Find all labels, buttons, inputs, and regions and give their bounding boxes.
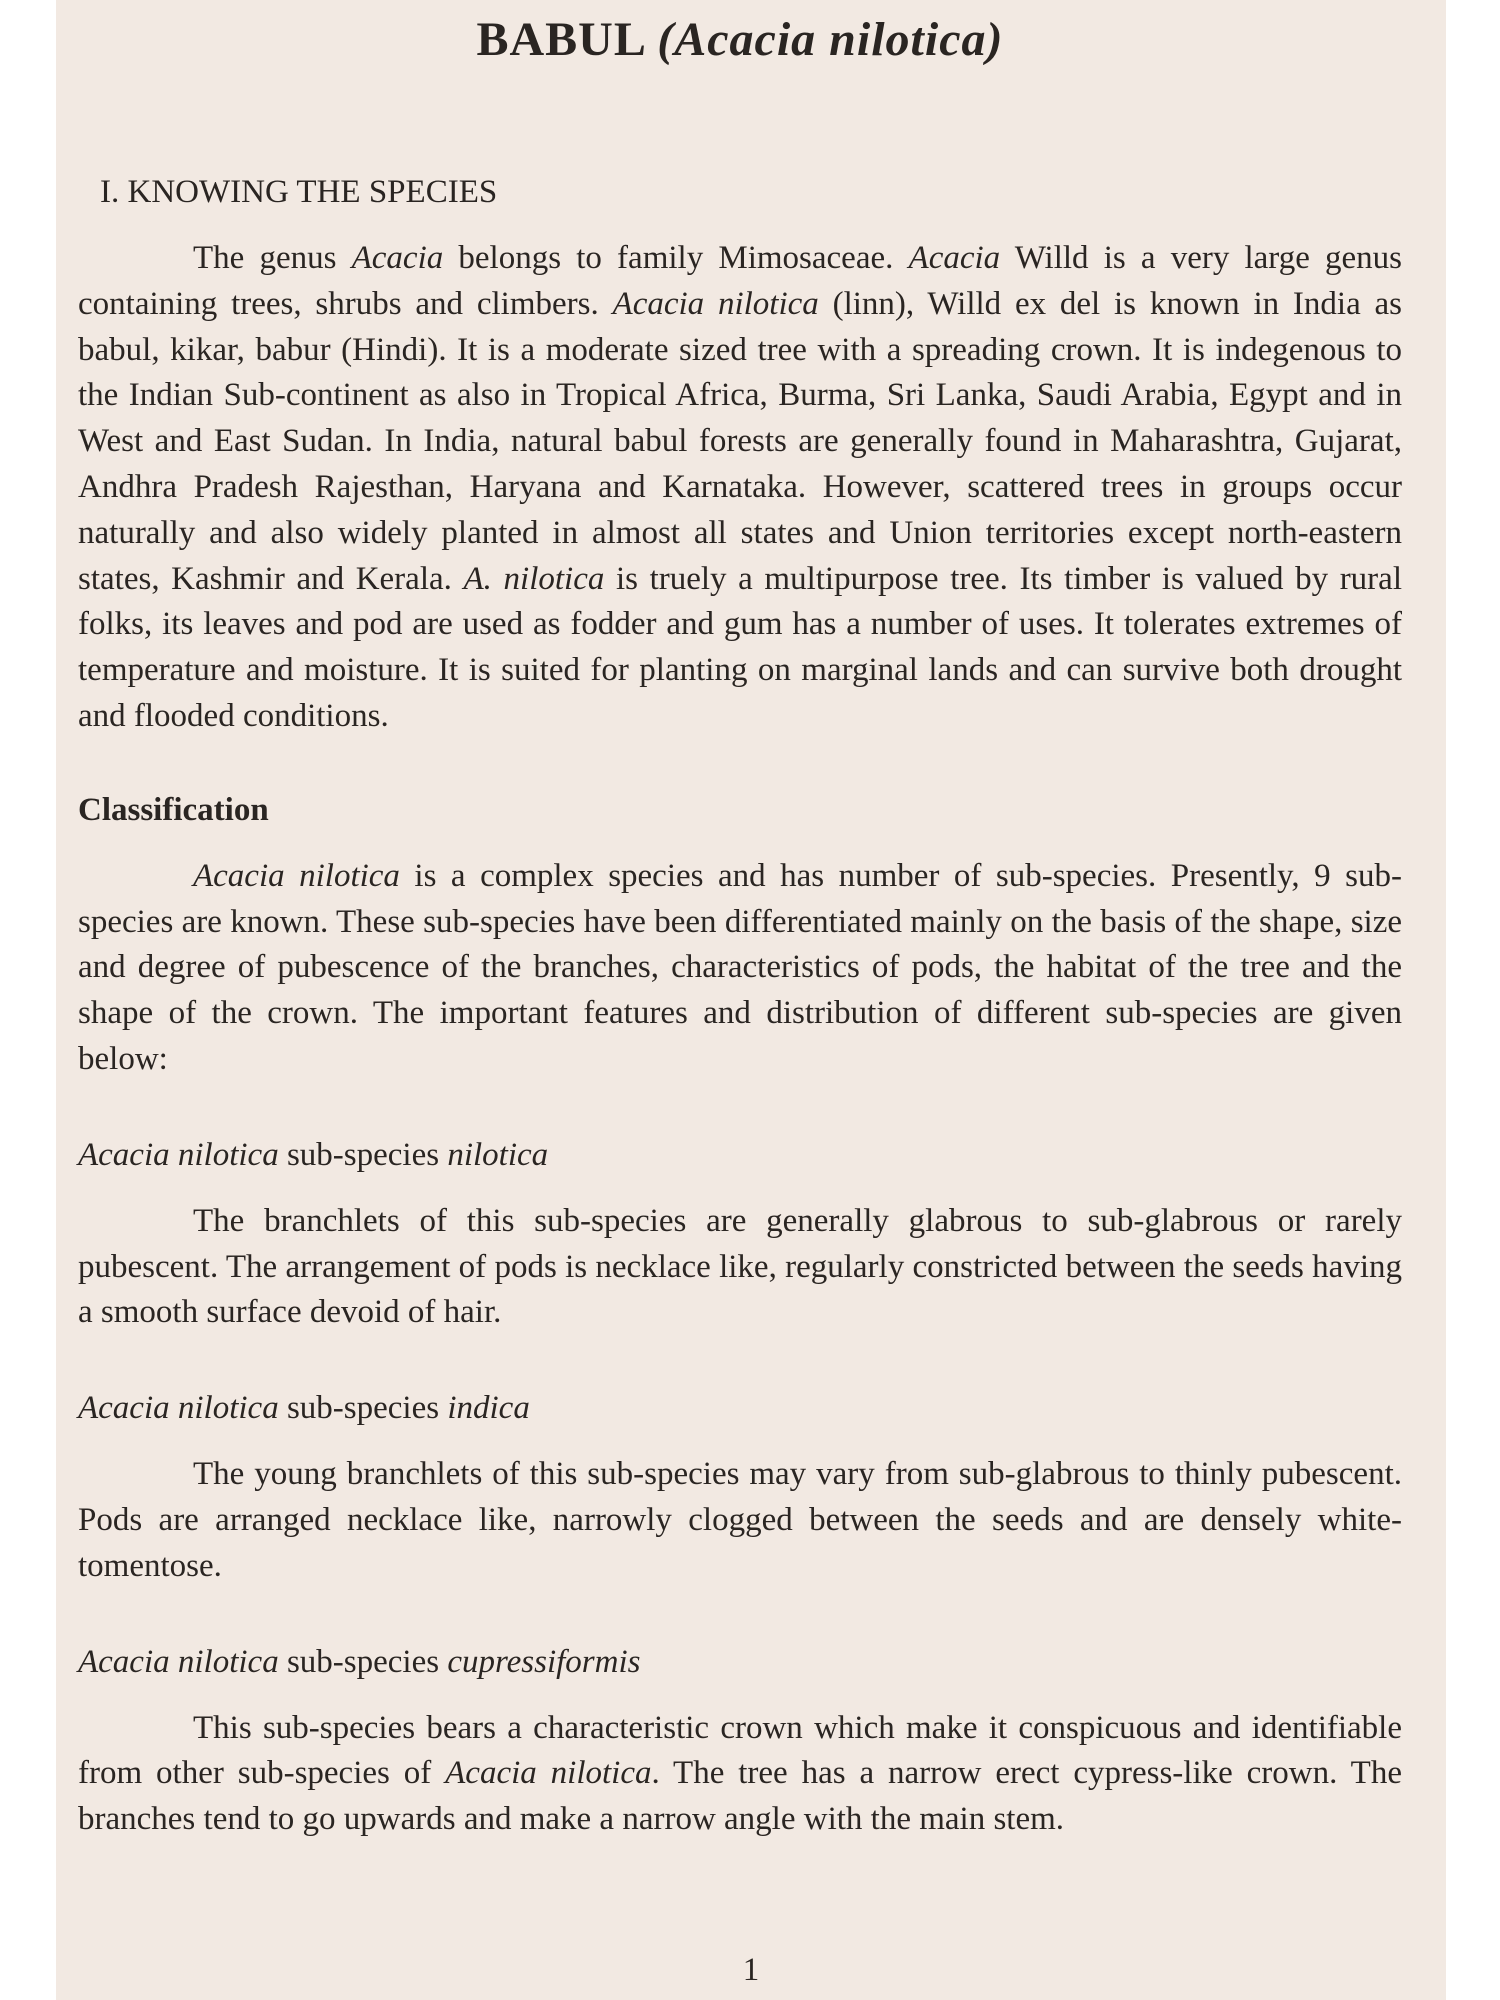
- title-common-name: BABUL: [476, 13, 645, 66]
- italic-run: A. nilotica: [463, 560, 605, 597]
- italic-run: cupressiformis: [447, 1643, 641, 1680]
- subspecies-heading-indica: [78, 1388, 1402, 1428]
- text-run: sub-species: [278, 1136, 448, 1173]
- italic-run: Acacia nilotica: [612, 285, 819, 322]
- italic-run: nilotica: [447, 1136, 549, 1173]
- classification-paragraph: [78, 854, 1402, 1083]
- italic-run: indica: [447, 1390, 530, 1427]
- text-run: is truely a multipurpose tree. Its timber is valued by rural folks, its leaves and pod are used as fodder and gum has a number of uses. It tolerates extremes of temperature and moisture. It is suited for planting on marginal lands and can survive both drought and flooded conditions.: [78, 560, 1402, 734]
- text-run: Willd is a very large genus containing trees, shrubs and climbers.: [78, 240, 1402, 322]
- text-run: . The tree has a narrow erect cypress-like crown. The branches tend to go upwards and make a narrow angle with the main stem.: [78, 1755, 1402, 1838]
- section-heading: I. KNOWING THE SPECIES: [100, 174, 498, 210]
- italic-run: Acacia nilotica: [445, 1755, 652, 1792]
- text-run: sub-species: [278, 1643, 448, 1680]
- italic-run: Acacia nilotica: [78, 1643, 279, 1680]
- page-number: 1: [742, 1952, 760, 1988]
- italic-run: Acacia: [351, 240, 444, 276]
- subspecies-paragraph-nilotica: The branchlets of this sub-species are generally glabrous to sub-glabrous or rarely pubescent. The arrangement of pods is necklace like, regularly constricted between the seeds having a smooth surface devoid of hair.: [78, 1202, 1402, 1331]
- species-paragraph: [78, 236, 1402, 740]
- subspecies-paragraph-cupressiformis: [78, 1706, 1402, 1843]
- title-scientific-name: (Acacia nilotica): [657, 13, 1004, 66]
- text-run: sub-species: [278, 1390, 448, 1427]
- document-page: [56, 0, 1446, 2000]
- text-run: This sub-species bears a characteristic crown which make it conspicuous and identifiable from other sub-species of: [78, 1709, 1402, 1792]
- text-run: The genus: [193, 240, 352, 276]
- italic-run: Acacia nilotica: [78, 1136, 279, 1173]
- page-title: [78, 10, 1402, 70]
- italic-run: Acacia nilotica: [193, 857, 400, 894]
- subspecies-heading-cupressiformis: [78, 1642, 1402, 1682]
- text-run: belongs to family Mimosaceae.: [443, 240, 909, 276]
- subspecies-paragraph-indica: The young branchlets of this sub-species may vary from sub-glabrous to thinly pubescent. Pods are arranged necklace like, narrowly clogged between the seeds and are densely white-tomentose.: [78, 1456, 1402, 1584]
- italic-run: Acacia nilotica: [78, 1390, 279, 1427]
- text-run: is a complex species and has number of sub-species. Presently, 9 sub-species are known. These sub-species have been differentiated mainly on the basis of the shape, size and degree of pubescence of the branches, characteristics of pods, the habitat of the tree and the shape of the crown. The important features and distribution of different sub-species are given below:: [78, 857, 1402, 1077]
- subspecies-heading-nilotica: [78, 1135, 1402, 1175]
- text-run: (linn), Willd ex del is known in India as babul, kikar, babur (Hindi). It is a moderate sized tree with a spreading crown. It is indegenous to the Indian Sub-continent as also in Tropical Africa, Burma, Sri Lanka, Saudi Arabia, Egypt and in West and East Sudan. In India, natural babul forests are generally found in Maharashtra, Gujarat, Andhra Pradesh Rajesthan, Haryana and Karnataka. However, scattered trees in groups occur naturally and also widely planted in almost all states and Union territories except north-eastern states, Kashmir and Kerala.: [78, 285, 1403, 597]
- italic-run: Acacia: [908, 240, 1001, 276]
- classification-heading: Classification: [78, 791, 269, 828]
